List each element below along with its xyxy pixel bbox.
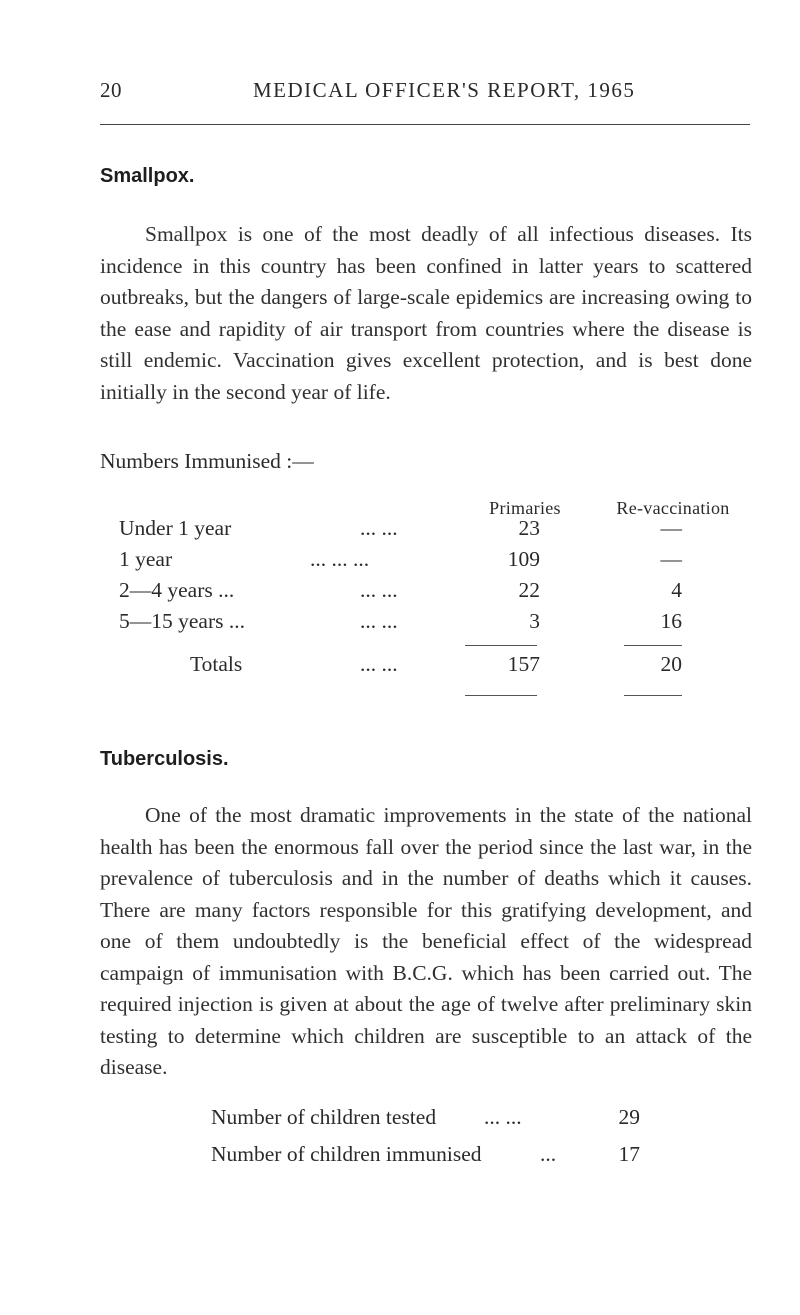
total-rule-bottom [465, 695, 537, 696]
stat-value: 29 [618, 1105, 640, 1129]
row-revaccination: 16 [660, 609, 682, 633]
table-intro: Numbers Immunised :— [100, 449, 314, 473]
bcg-stats [0, 1105, 800, 1195]
row-primaries: 109 [507, 547, 540, 571]
totals-leader: ... ... [360, 652, 398, 676]
smallpox-paragraph: Smallpox is one of the most deadly of all infectious diseases. Its incidence in this country has been confined in latter years to scattered outbreaks, but the dangers of large-scale epidemics are increasing owing to the ease and rapidity of air transport from countries where the disease is still endemic. Vaccination gives excellent protection, and is best done initially in the second year of life. [100, 222, 752, 404]
col-header-primaries: Primaries [489, 498, 561, 518]
tuberculosis-heading: Tuberculosis. [100, 748, 229, 770]
row-label: 1 year [119, 547, 173, 571]
totals-primaries: 157 [507, 652, 540, 676]
stat-label: Number of children immunised [211, 1142, 482, 1166]
totals-label: Totals [190, 652, 243, 676]
row-label: Under 1 year [119, 516, 232, 540]
row-revaccination: — [660, 516, 682, 540]
row-leader: ... ... ... [310, 547, 370, 571]
row-primaries: 23 [518, 516, 540, 540]
totals-revaccination: 20 [660, 652, 682, 676]
stat-leader: ... [540, 1142, 557, 1166]
stat-value: 17 [618, 1142, 640, 1166]
row-leader: ... ... [360, 578, 398, 602]
stat-leader: ... ... [484, 1105, 522, 1129]
running-title: MEDICAL OFFICER'S REPORT, 1965 [253, 78, 636, 102]
row-revaccination: — [660, 547, 682, 571]
total-rule-top [465, 645, 537, 646]
total-rule-bottom [624, 695, 682, 696]
row-primaries: 22 [518, 578, 540, 602]
row-leader: ... ... [360, 516, 398, 540]
tuberculosis-paragraph: One of the most dramatic improvements in the state of the national health has been the enormous fall over the period since the last war, in the prevalence of tuberculosis and in the number of deaths which it causes. There are many factors responsible for this gratifying development, and one of them undoubtedly is the beneficial effect of the widespread campaign of immunisation with B.C.G. which has been carried out. The required injection is given at about the age of twelve after preliminary skin testing to determine which children are susceptible to an attack of the disease. [100, 803, 752, 1079]
row-primaries: 3 [529, 609, 540, 633]
row-label: 5—15 years ... [119, 609, 245, 633]
row-leader: ... ... [360, 609, 398, 633]
row-revaccination: 4 [671, 578, 682, 602]
smallpox-heading: Smallpox. [100, 165, 195, 187]
total-rule-top [624, 645, 682, 646]
row-label: 2—4 years ... [119, 578, 235, 602]
stat-label: Number of children tested [211, 1105, 437, 1129]
col-header-revaccination: Re-vaccination [616, 498, 730, 518]
page-number: 20 [100, 78, 122, 102]
